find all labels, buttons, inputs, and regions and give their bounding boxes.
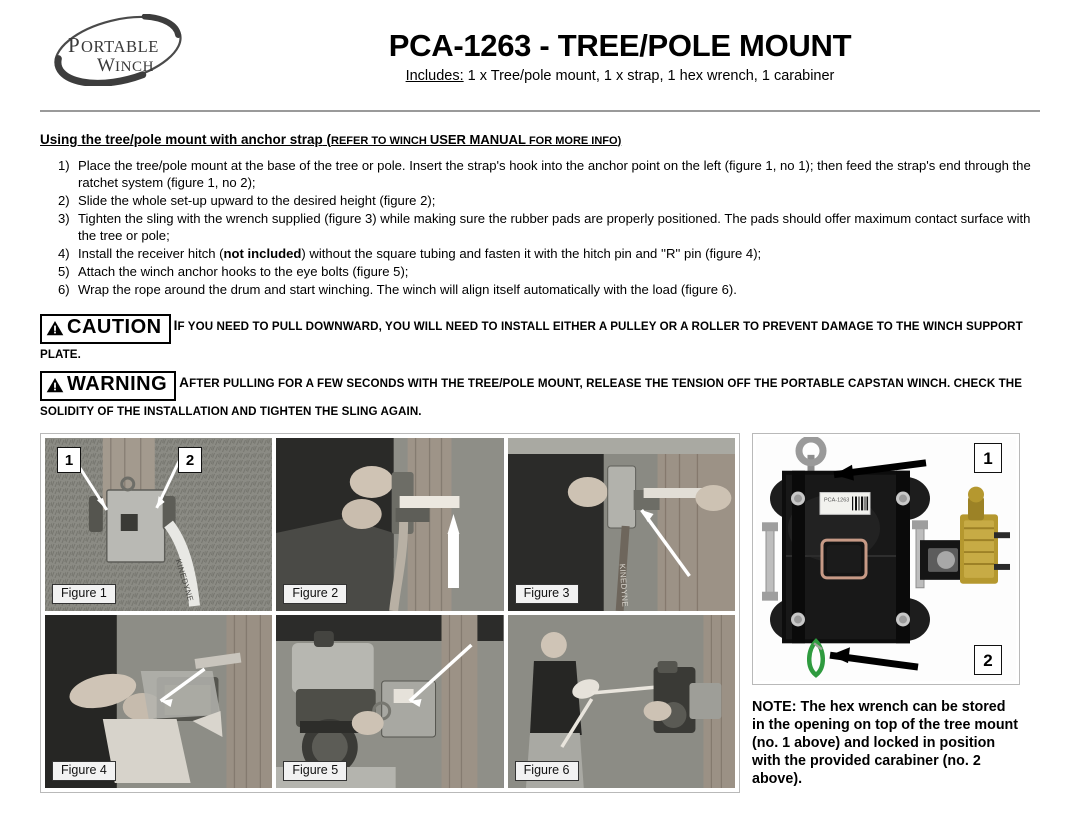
- product-photo-panel: [752, 433, 1020, 685]
- warning-text-rest: FTER PULLING FOR A FEW SECONDS WITH THE TREE/POLE MOUNT, RELEASE THE TENSION OFF THE PORTABLE CAPSTAN WINCH. CHECK THE SOLIDITY OF THE INSTALLATION AND TIGHTEN THE SLING AGAIN.: [40, 377, 1023, 418]
- title-block: [240, 0, 1040, 85]
- warning-badge-label: WARNING: [67, 373, 168, 396]
- product-callout-1: 1: [974, 443, 1002, 473]
- svg-text:INCH: INCH: [115, 59, 155, 75]
- warning-badge: [40, 371, 176, 400]
- step-text-part1: Install the receiver hitch (: [78, 246, 224, 262]
- section-heading-main: Using the tree/pole mount with anchor strap: [40, 132, 323, 147]
- step-number: 3): [58, 211, 70, 227]
- step-text: Tighten the sling with the wrench supplied (figure 3) while making sure the rubber pads are properly positioned. The pads should offer maximum contact surface with the tree or pole;: [78, 211, 1031, 244]
- product-photo: [756, 437, 1016, 681]
- warning-text: [40, 377, 1022, 417]
- section-heading-paren-close: ): [617, 135, 622, 147]
- figure-grid: [45, 438, 735, 788]
- warning-triangle-icon: [46, 377, 64, 393]
- step-text: Wrap the rope around the drum and start winching. The winch will align itself automatically with the load (figure 6).: [78, 282, 737, 298]
- step-text-bold: not included: [223, 246, 302, 262]
- list-item: [40, 192, 1040, 209]
- figure-4-label: Figure 4: [52, 761, 116, 782]
- page-header: [40, 0, 1040, 104]
- step-text: Place the tree/pole mount at the base of the tree or pole. Insert the strap's hook into the anchor point on the left (figure 1, no 1); then feed the strap's end through the ratchet system (figure 1, no 2);: [78, 158, 1031, 191]
- figure-3-photo: [508, 438, 735, 611]
- figure-5-label: Figure 5: [283, 761, 347, 782]
- step-text: [78, 245, 1040, 262]
- svg-text:KINEDYNE: KINEDYNE: [173, 558, 196, 603]
- figure-5-photo: [276, 615, 503, 788]
- figure-1-callout-1: 1: [57, 447, 81, 473]
- warning-alert: [40, 371, 1040, 421]
- page-title: PCA-1263 - TREE/POLE MOUNT: [388, 28, 852, 63]
- figure-6-label: Figure 6: [515, 761, 579, 782]
- includes-text: 1 x Tree/pole mount, 1 x strap, 1 hex wrench, 1 carabiner: [463, 67, 835, 84]
- figure-grid-panel: [40, 433, 740, 793]
- section-heading-user-manual: USER MANUAL: [429, 132, 526, 147]
- list-item: [40, 245, 1040, 262]
- step-number: 2): [58, 193, 70, 209]
- includes-line: [240, 68, 1000, 85]
- svg-text:PCA-1263: PCA-1263: [824, 497, 850, 504]
- caution-text: [40, 320, 1023, 360]
- product-column: [752, 433, 1020, 793]
- svg-text:ORTABLE: ORTABLE: [81, 37, 159, 56]
- list-item: [40, 263, 1040, 280]
- step-number: 5): [58, 264, 70, 280]
- list-item: [40, 157, 1040, 191]
- step-number: 4): [58, 246, 70, 262]
- figures-area: [40, 433, 1040, 793]
- caution-badge-label: CAUTION: [67, 316, 162, 339]
- warning-text-cap: A: [179, 375, 190, 391]
- figure-1-label: Figure 1: [52, 584, 116, 605]
- list-item: [40, 210, 1040, 244]
- step-text-part2: ) without the square tubing and fasten it with the hitch pin and ''R'' pin (figure 4);: [301, 246, 762, 262]
- svg-text:KINEDYNE: KINEDYNE: [617, 563, 630, 608]
- header-divider: [40, 110, 1040, 112]
- note-text: [752, 698, 1020, 788]
- section-heading-ref2: FOR MORE INFO: [525, 135, 618, 147]
- caution-badge: [40, 314, 171, 343]
- figure-2-photo: [276, 438, 503, 611]
- figure-1-photo: [45, 438, 272, 611]
- svg-text:W: W: [97, 55, 116, 76]
- section-heading: [40, 132, 1040, 148]
- section-heading-ref1: REFER TO WINCH: [331, 135, 430, 147]
- section-heading-paren-open: (: [322, 132, 332, 147]
- caution-text-cap: I: [173, 318, 178, 334]
- figure-4-photo: [45, 615, 272, 788]
- portable-winch-logo: [40, 0, 240, 86]
- product-callout-2: 2: [974, 645, 1002, 675]
- includes-label: Includes:: [405, 67, 464, 84]
- figure-3-label: Figure 3: [515, 584, 579, 605]
- figure-6-photo: [508, 615, 735, 788]
- caution-text-rest: F YOU NEED TO PULL DOWNWARD, YOU WILL NEED TO INSTALL EITHER A PULLEY OR A ROLLER TO PREVENT DAMAGE TO THE WINCH SUPPORT PLATE.: [40, 320, 1023, 361]
- svg-text:P: P: [68, 33, 81, 57]
- figure-1-callout-2: 2: [178, 447, 202, 473]
- step-number: 6): [58, 282, 70, 298]
- alert-section: [40, 314, 1040, 421]
- note-body: The hex wrench can be stored in the opening on top of the tree mount (no. 1 above) and locked in position with the provided carabiner (no. 2 above).: [752, 699, 1019, 788]
- step-text: Slide the whole set-up upward to the desired height (figure 2);: [78, 193, 436, 209]
- figure-2-label: Figure 2: [283, 584, 347, 605]
- step-number: 1): [58, 158, 70, 174]
- warning-triangle-icon: [46, 320, 64, 336]
- step-text: Attach the winch anchor hooks to the eye bolts (figure 5);: [78, 264, 409, 280]
- list-item: [40, 281, 1040, 298]
- note-prefix: NOTE:: [752, 699, 797, 716]
- instruction-steps: [40, 157, 1040, 298]
- caution-alert: [40, 314, 1040, 364]
